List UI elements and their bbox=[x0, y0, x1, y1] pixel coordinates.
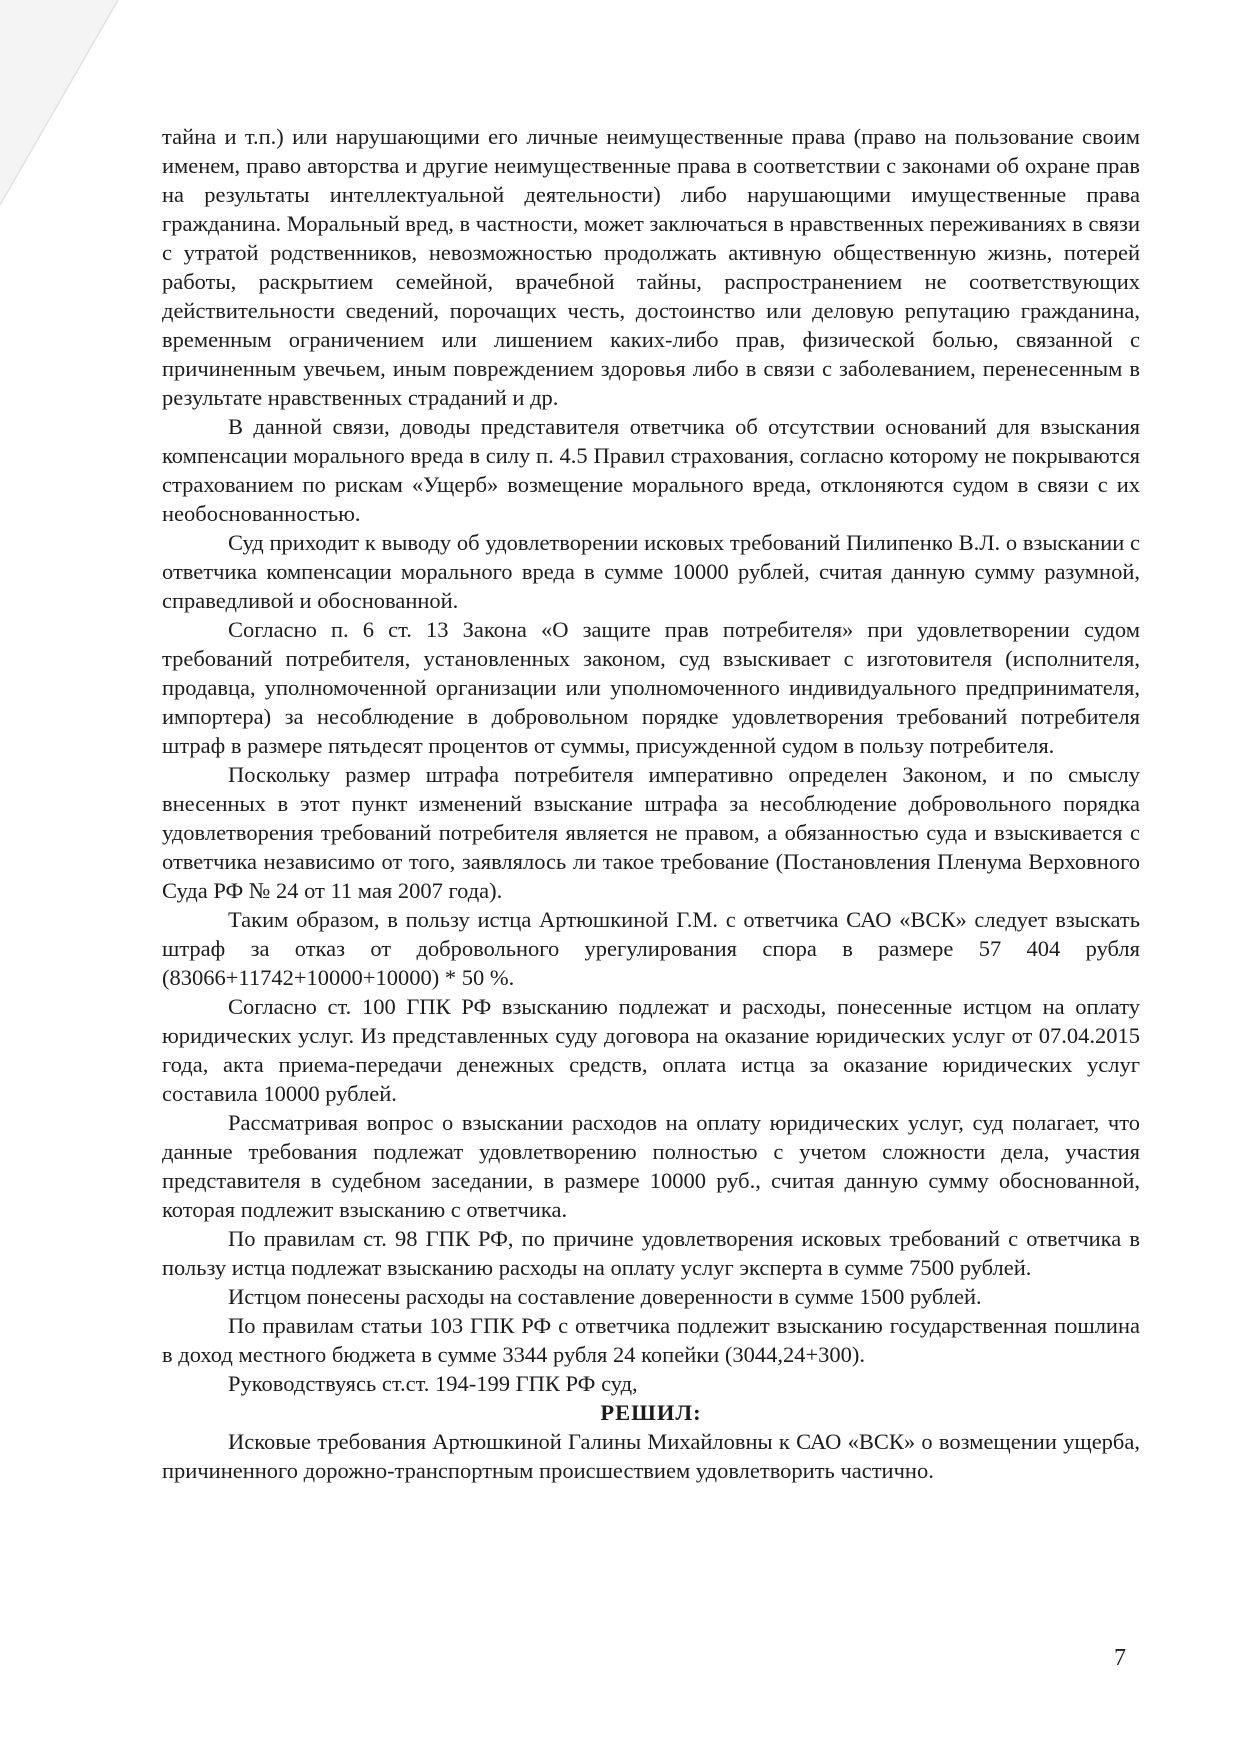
document-body bbox=[162, 122, 1140, 1485]
paragraph-consumer-law-fine: Согласно п. 6 ст. 13 Закона «О защите прав потребителя» при удовлетворении судом требований потребителя, установленных законом, суд взыскивает с изготовителя (исполнителя, продавца, уполномоченной организации или уполномоченного индивидуального предпринимателя, импортера) за несоблюдение в добровольном порядке удовлетворения требований потребителя штраф в размере пятьдесят процентов от суммы, присужденной судом в пользу потребителя. bbox=[162, 617, 1140, 758]
paragraph-expert-costs: По правилам ст. 98 ГПК РФ, по причине удовлетворения исковых требований с ответчика в пользу истца подлежат взысканию расходы на оплату услуг эксперта в сумме 7500 рублей. bbox=[162, 1226, 1140, 1280]
paragraph-legal-costs: Согласно ст. 100 ГПК РФ взысканию подлежат и расходы, понесенные истцом на оплату юридических услуг. Из представленных суду договора на оказание юридических услуг от 07.04.2015 года, акта приема-передачи денежных средств, оплата истца за оказание юридических услуг составила 10000 рублей. bbox=[162, 994, 1140, 1106]
decision-heading: РЕШИЛ: bbox=[600, 1400, 702, 1425]
paragraph-moral-harm-definition: тайна и т.п.) или нарушающими его личные неимущественные права (право на пользование своим именем, право авторства и другие неимущественные права в соответствии с законами об охране прав на результаты интеллектуальной деятельности) либо нарушающими имущественные права гражданина. Моральный вред, в частности, может заключаться в нравственных переживаниях в связи с утратой родственников, невозможностью продолжать активную общественную жизнь, потерей работы, раскрытием семейной, врачебной тайны, распространением не соответствующих действительности сведений, порочащих честь, достоинство или деловую репутацию гражданина, временным ограничением или лишением каких-либо прав, физической болью, связанной с причиненным увечьем, иным повреждением здоровья либо в связи с заболеванием, перенесенным в результате нравственных страданий и др. bbox=[162, 124, 1140, 410]
paragraph-fine-obligation: Поскольку размер штрафа потребителя императивно определен Законом, и по смыслу внесенных в этот пункт изменений взыскание штрафа за несоблюдение добровольного порядка удовлетворения требований потребителя является не правом, а обязанностью суда и взыскивается с ответчика независимо от того, заявлялось ли такое требование (Постановления Пленума Верховного Суда РФ № 24 от 11 мая 2007 года). bbox=[162, 762, 1140, 903]
paragraph-guided-by: Руководствуясь ст.ст. 194-199 ГПК РФ суд, bbox=[228, 1371, 638, 1396]
paragraph-power-of-attorney-costs: Истцом понесены расходы на составление доверенности в сумме 1500 рублей. bbox=[228, 1284, 982, 1309]
paragraph-resolution: Исковые требования Артюшкиной Галины Михайловны к САО «ВСК» о возмещении ущерба, причиненного дорожно-транспортным происшествием удовлетворить частично. bbox=[162, 1429, 1140, 1483]
paragraph-moral-damage-award: Суд приходит к выводу об удовлетворении исковых требований Пилипенко В.Л. о взыскании с ответчика компенсации морального вреда в сумме 10000 рублей, считая данную сумму разумной, справедливой и обоснованной. bbox=[162, 530, 1140, 613]
paragraph-state-duty: По правилам статьи 103 ГПК РФ с ответчика подлежит взысканию государственная пошлина в доход местного бюджета в сумме 3344 рубля 24 копейки (3044,24+300). bbox=[162, 1313, 1140, 1367]
paragraph-fine-amount: Таким образом, в пользу истца Артюшкиной Г.М. с ответчика САО «ВСК» следует взыскать штраф за отказ от добровольного урегулирования спора в размере 57 404 рубля (83066+11742+10000+10000) * 50 %. bbox=[162, 907, 1140, 990]
folded-corner-icon bbox=[0, 0, 130, 210]
page-number: 7 bbox=[1114, 1645, 1126, 1671]
paragraph-legal-costs-assessment: Рассматривая вопрос о взыскании расходов на оплату юридических услуг, суд полагает, что данные требования подлежат удовлетворению полностью с учетом сложности дела, участия представителя в судебном заседании, в размере 10000 руб., считая данную сумму обоснованной, которая подлежит взысканию с ответчика. bbox=[162, 1110, 1140, 1222]
paragraph-insurance-rules-argument: В данной связи, доводы представителя ответчика об отсутствии оснований для взыскания компенсации морального вреда в силу п. 4.5 Правил страхования, согласно которому не покрываются страхованием по рискам «Ущерб» возмещение морального вреда, отклоняются судом в связи с их необоснованностью. bbox=[162, 414, 1140, 526]
